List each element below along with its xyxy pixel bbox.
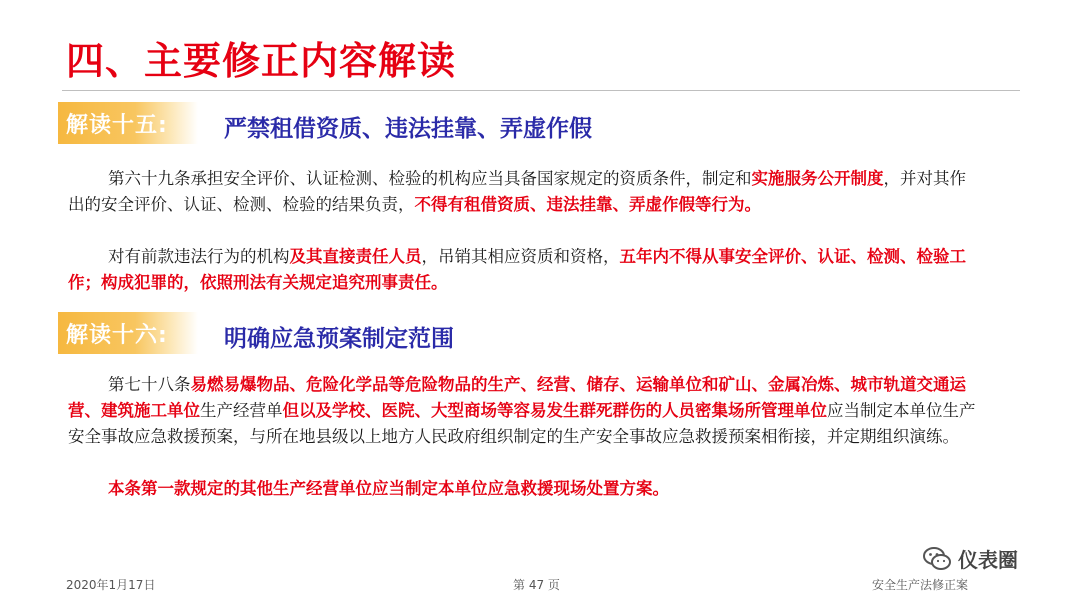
highlight-text: 不得有租借资质、违法挂靠、弄虚作假等行为。 bbox=[414, 195, 761, 214]
highlight-text: 但以及学校、医院、大型商场等容易发生群死群伤的人员密集场所管理单位 bbox=[282, 401, 827, 420]
watermark-text: 仪表圈 bbox=[958, 548, 1018, 572]
footer-page-number: 第 47 页 bbox=[513, 578, 560, 592]
text-run: 应当制定本单位生产安全事故应急救援预案，与所在地县级以上地方人民政府组织制定的生产安全事故应急救援预案相衔接，并定期组织演练。 bbox=[68, 401, 976, 446]
paragraph-other-units bbox=[68, 476, 982, 502]
section-heading-16: 明确应急预案制定范围 bbox=[224, 326, 454, 352]
text-run: 对有前款违法行为的机构 bbox=[108, 247, 290, 266]
text-run: ，吊销其相应资质和资格， bbox=[421, 247, 620, 266]
footer-document-title: 安全生产法修正案 bbox=[872, 578, 969, 592]
paragraph-article-69 bbox=[68, 166, 982, 218]
highlight-text: 易燃易爆物品、危险化学品等危险物品的生产、经营、储存、运输单位和矿山、金属冶炼、城市轨道交通运营、建筑施工单位 bbox=[68, 375, 966, 420]
slide-title: 四、主要修正内容解读 bbox=[66, 39, 457, 83]
paragraph-article-78 bbox=[68, 372, 982, 450]
highlight-text: 本条第一款规定的其他生产经营单位应当制定本单位应急救援现场处置方案。 bbox=[108, 479, 669, 498]
highlight-text: 五年内不得从事安全评价、认证、检测、检验工作；构成犯罪的，依照刑法有关规定追究刑事责任。 bbox=[68, 247, 966, 292]
watermark bbox=[922, 544, 1018, 573]
section-heading-15: 严禁租借资质、违法挂靠、弄虚作假 bbox=[224, 116, 592, 142]
text-run: 生产经营单 bbox=[200, 401, 283, 420]
highlight-text: 及其直接责任人员 bbox=[289, 247, 422, 266]
text-run: 第六十九条承担安全评价、认证检测、检验的机构应当具备国家规定的资质条件，制定和 bbox=[108, 169, 752, 188]
wechat-icon bbox=[922, 546, 952, 572]
text-run: ，并对其作出的安全评价、认证、检测、检验的结果负责， bbox=[68, 169, 966, 214]
title-divider bbox=[62, 90, 1020, 91]
footer-date: 2020年1月17日 bbox=[66, 578, 156, 592]
text-run: 第七十八条 bbox=[108, 375, 191, 394]
section-badge-15: 解读十五: bbox=[58, 102, 198, 144]
paragraph-penalty bbox=[68, 244, 982, 296]
section-badge-16: 解读十六: bbox=[58, 312, 198, 354]
highlight-text: 实施服务公开制度 bbox=[751, 169, 884, 188]
